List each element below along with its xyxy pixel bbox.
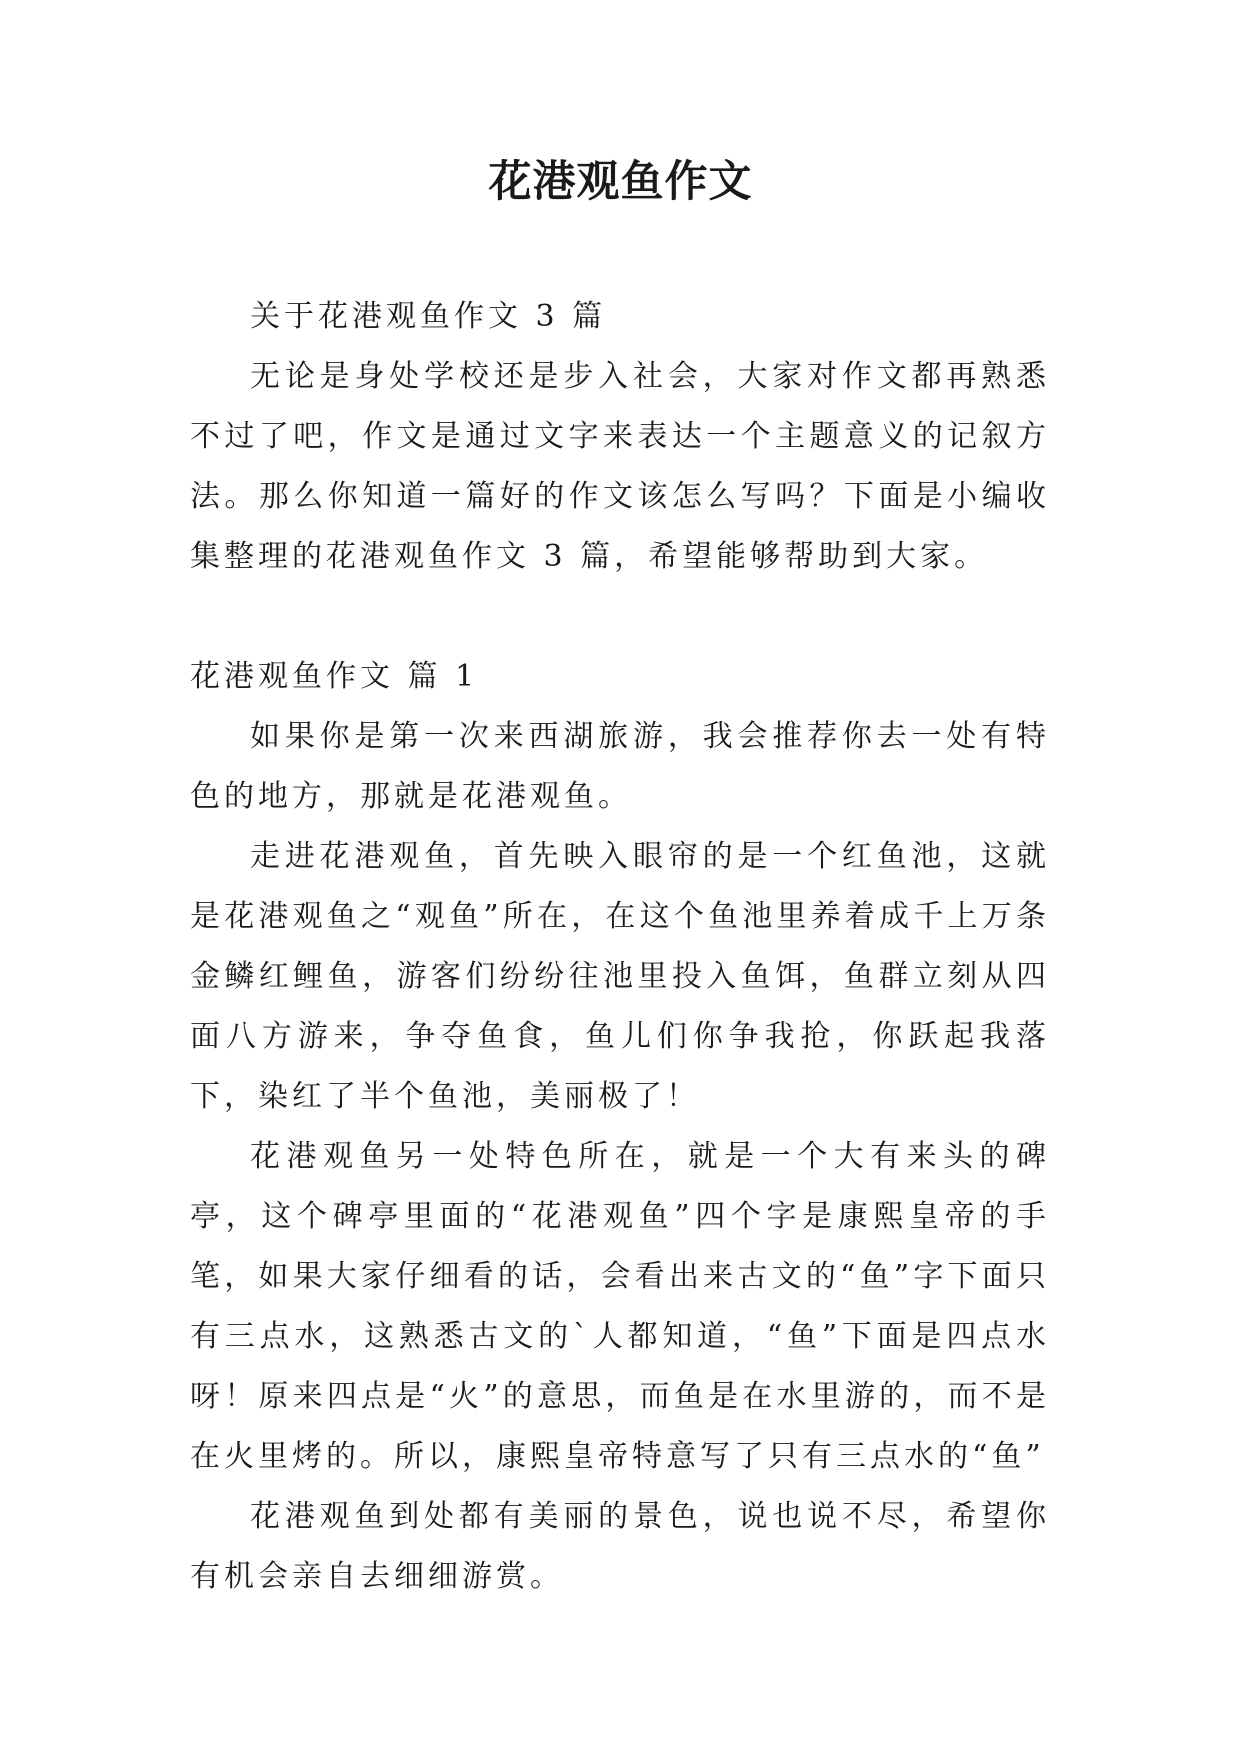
intro-paragraph: 无论是身处学校还是步入社会，大家对作文都再熟悉不过了吧，作文是通过文字来表达一个主题意义的记叙方法。那么你知道一篇好的作文该怎么写吗？下面是小编收集整理的花港观鱼作文 3 篇，希望能够帮助到大家。 xyxy=(190,359,1050,574)
document-body xyxy=(190,287,1050,1607)
intro-line: 关于花港观鱼作文 3 篇 xyxy=(250,299,607,334)
paragraph: 如果你是第一次来西湖旅游，我会推荐你去一处有特色的地方，那就是花港观鱼。 xyxy=(190,719,1050,814)
document-title: 花港观鱼作文 xyxy=(488,157,753,207)
paragraph: 花港观鱼另一处特色所在，就是一个大有来头的碑亭，这个碑亭里面的“花港观鱼”四个字是康熙皇帝的手笔，如果大家仔细看的话，会看出来古文的“鱼”字下面只有三点水，这熟悉古文的`人都知道，“鱼”下面是四点水呀！原来四点是“火”的意思，而鱼是在水里游的，而不是在火里烤的。所以，康熙皇帝特意写了只有三点水的“鱼” xyxy=(190,1139,1050,1474)
paragraph: 花港观鱼到处都有美丽的景色，说也说不尽，希望你有机会亲自去细细游赏。 xyxy=(190,1499,1050,1594)
section-heading: 花港观鱼作文 篇 1 xyxy=(190,659,479,694)
paragraph: 走进花港观鱼，首先映入眼帘的是一个红鱼池，这就是花港观鱼之“观鱼”所在，在这个鱼池里养着成千上万条金鳞红鲤鱼，游客们纷纷往池里投入鱼饵，鱼群立刻从四面八方游来，争夺鱼食，鱼儿们你争我抢，你跃起我落下，染红了半个鱼池，美丽极了！ xyxy=(190,839,1050,1114)
